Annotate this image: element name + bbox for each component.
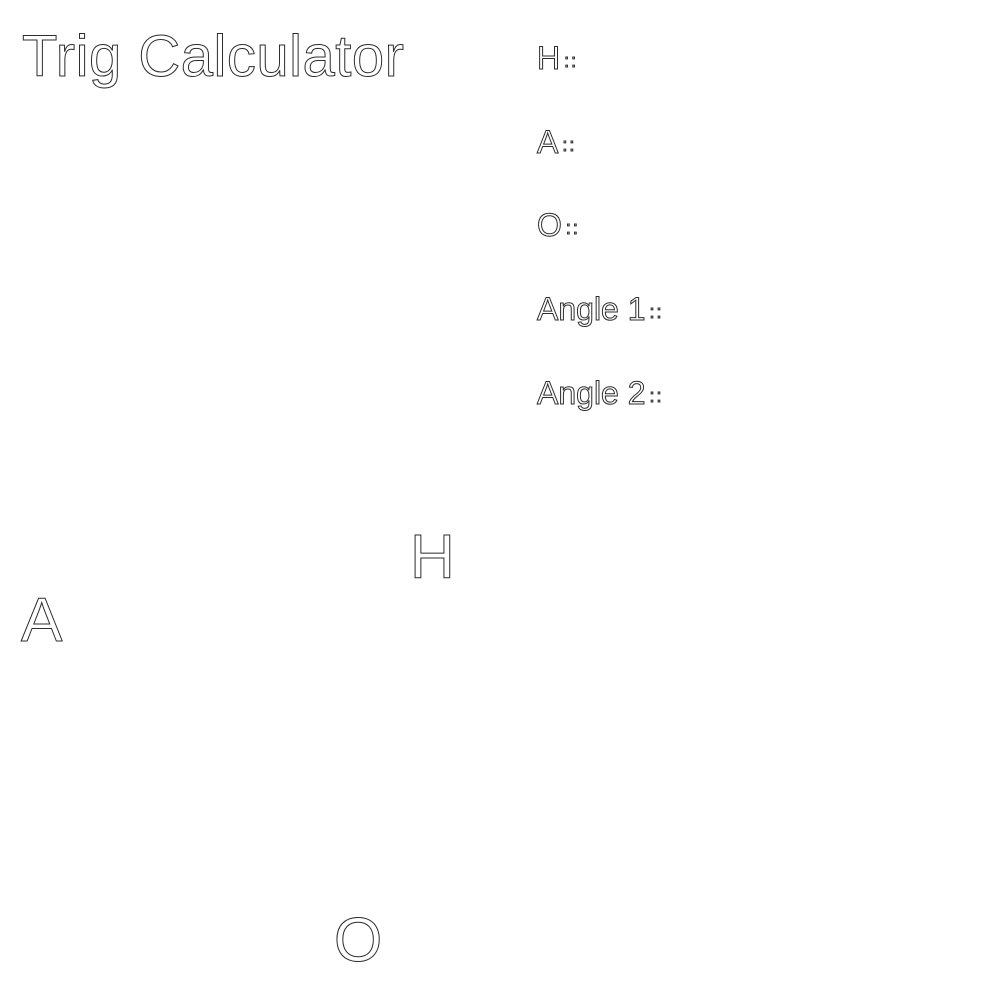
field-a[interactable] xyxy=(537,126,576,158)
field-angle-1[interactable] xyxy=(537,293,664,325)
triangle-hypotenuse-label: H xyxy=(410,523,455,592)
field-o-separator: :: xyxy=(565,217,580,238)
field-angle-1-separator: :: xyxy=(649,301,664,322)
field-a-separator: :: xyxy=(562,134,577,155)
field-angle-1-label: Angle 1 xyxy=(537,291,646,327)
page-title: Trig Calculator xyxy=(22,24,405,89)
field-angle-2[interactable] xyxy=(537,377,664,409)
field-h-label: H xyxy=(537,40,561,76)
triangle-adjacent-label: A xyxy=(21,586,63,655)
field-h[interactable] xyxy=(537,42,578,74)
field-angle-2-separator: :: xyxy=(649,385,664,406)
field-h-separator: :: xyxy=(564,50,579,71)
field-angle-2-label: Angle 2 xyxy=(537,375,646,411)
field-o-label: O xyxy=(537,207,562,243)
field-a-label: A xyxy=(537,124,559,160)
triangle-opposite-label: O xyxy=(334,906,383,975)
field-o[interactable] xyxy=(537,209,580,241)
